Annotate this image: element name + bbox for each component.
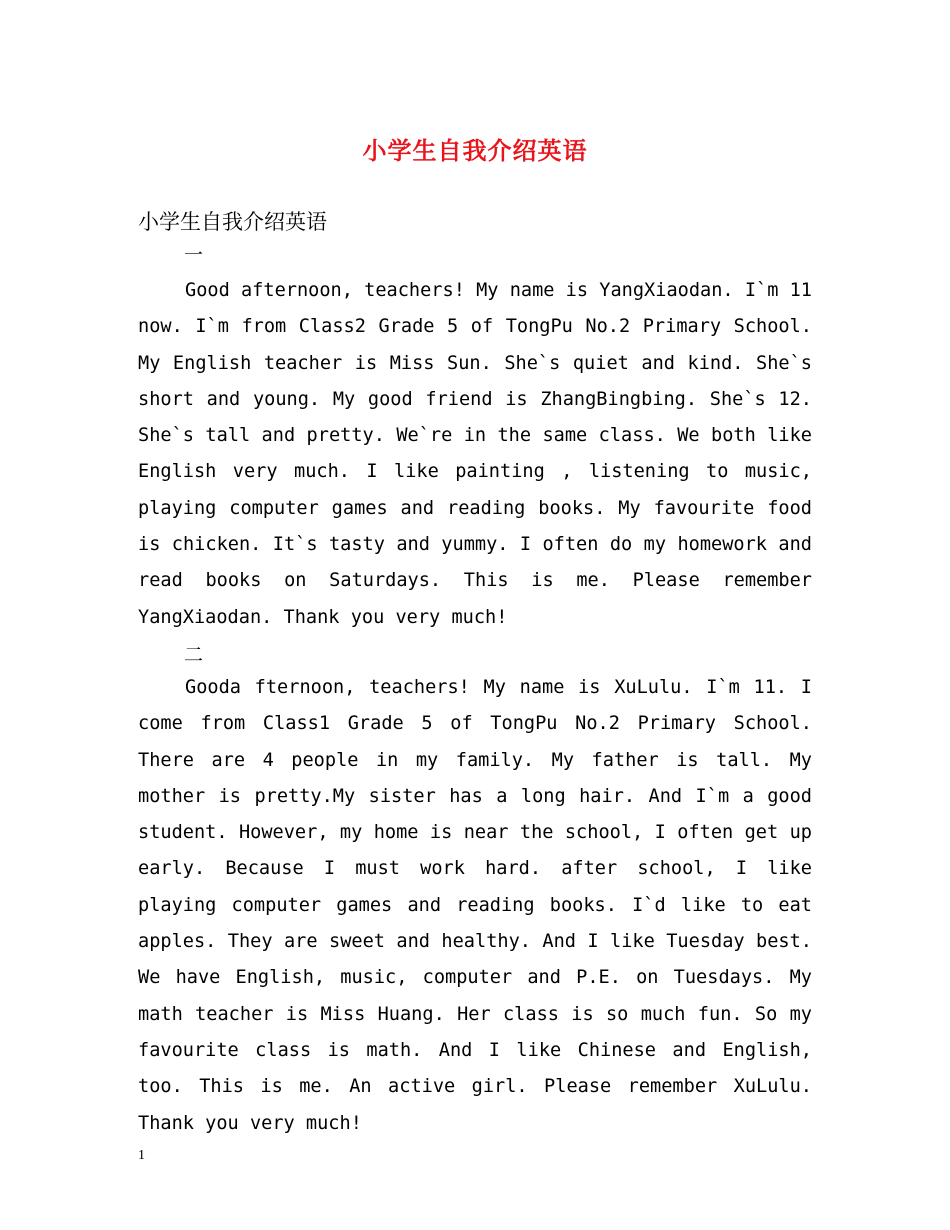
section-paragraph-1: Good afternoon, teachers! My name is YangXiaodan. I`m 11 now. I`m from Class2 Grade 5 of TongPu No.2 Primary School. My English teacher is Miss Sun. She`s quiet and kind. She`s short and young. My good friend is ZhangBingbing. She`s 12. She`s tall and pretty. We`re in the same class. We both like English very much. I like painting , listening to music, playing computer games and reading books. My favourite food is chicken. It`s tasty and yummy. I often do my homework and read books on Saturdays. This is me. Please remember YangXiaodan. Thank you very much! — [138, 280, 812, 628]
page-number: 1 — [138, 1148, 145, 1163]
document-title: 小学生自我介绍英语 — [362, 136, 588, 165]
section-paragraph-2: Gooda fternoon, teachers! My name is XuLulu. I`m 11. I come from Class1 Grade 5 of TongPu No.2 Primary School. There are 4 people in my family. My father is tall. My mother is pretty.My sister has a long hair. And I`m a good student. However, my home is near the school, I often get up early. Because I must work hard. after school, I like playing computer games and reading books. I`d like to eat apples. They are sweet and healthy. And I like Tuesday best. We have English, music, computer and P.E. on Tuesdays. My math teacher is Miss Huang. Her class is so much fun. So my favourite class is math. And I like Chinese and English, too. This is me. An active girl. Please remember XuLulu. Thank you very much! — [138, 677, 812, 1134]
document-subtitle: 小学生自我介绍英语 — [138, 210, 327, 234]
section-number-2: 二 — [184, 644, 204, 666]
section-number-1: 一 — [184, 244, 204, 266]
